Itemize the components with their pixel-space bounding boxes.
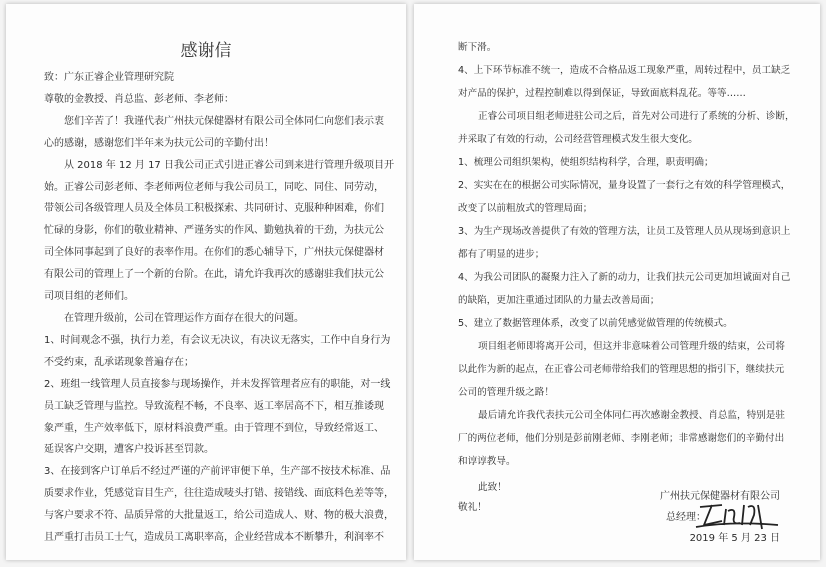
text-line: 您们辛苦了！我谨代表广州扶元保健器材有限公司全体同仁向您们表示衷 xyxy=(64,115,384,127)
text-line: 对产品的保护，过程控制难以得到保证，导致面底料乱花。等等…… xyxy=(458,88,746,99)
text-line: 1、时间观念不强，执行力差，有会议无决议，有决议无落实，工作中自身行为 xyxy=(44,334,391,346)
letter-page-right xyxy=(414,4,820,560)
company-name: 广州扶元保健器材有限公司 xyxy=(660,491,780,502)
text-line: 5、建立了数据管理体系，改变了以前凭感觉做管理的传统模式。 xyxy=(458,318,733,329)
text-line: 司全体同事起到了良好的表率作用。在你们的悉心辅导下，广州扶元保健器材 xyxy=(44,247,384,259)
text-line: 与客户要求不符、品质异常的大批量返工，给公司造成人、财、物的极大浪费， xyxy=(44,510,394,522)
text-line: 的缺陷，更加注重通过团队的力量去改善局面； xyxy=(458,295,660,306)
text-line: 改变了以前粗放式的管理局面； xyxy=(458,203,593,214)
text-line: 在管理升级前，公司在管理运作方面存在很大的问题。 xyxy=(64,312,304,324)
text-line: 延误客户交期，遭客户投诉甚至罚款。 xyxy=(44,444,214,456)
text-line: 断下滑。 xyxy=(458,42,497,53)
text-line: 以此作为新的起点，在正睿公司老师带给我们的管理思想的指引下，继续扶元 xyxy=(458,364,785,375)
text-line: 4、为我公司团队的凝聚力注入了新的动力，让我们扶元公司更加坦诚面对自己 xyxy=(458,272,791,283)
letter-body-left xyxy=(44,67,394,549)
text-line: 致：广东正睿企业管理研究院 xyxy=(44,72,174,83)
text-line: 3、为生产现场改善提供了有效的管理方法，让员工及管理人员从现场到意识上 xyxy=(458,226,791,237)
signature-block xyxy=(660,486,780,549)
text-line: 2、班组一线管理人员直接参与现场操作，并未发挥管理者应有的职能，对一线 xyxy=(44,378,391,390)
letter-page-left xyxy=(6,4,406,560)
text-line: 4、上下环节标准不统一，造成不合格品返工现象严重，周转过程中，员工缺乏 xyxy=(458,65,791,76)
text-line: 心的感谢，感谢您们半年来为扶元公司的辛勤付出！ xyxy=(44,137,274,149)
text-line: 都有了明显的进步； xyxy=(458,249,545,260)
text-line: 并采取了有效的行动，公司经营管理模式发生很大变化。 xyxy=(458,134,698,145)
text-line: 2、实实在在的根据公司实际情况，量身设置了一套行之有效的科学管理模式， xyxy=(458,180,791,191)
letter-date: 2019 年 5 月 23 日 xyxy=(689,533,780,544)
letter-title: 感谢信 xyxy=(180,41,232,61)
signer-row xyxy=(660,507,780,528)
text-line: 质要求作业，凭感觉盲目生产，往往造成唛头打错、接错线、面底料色差等等， xyxy=(44,488,394,500)
text-line: 员工缺乏管理与监控。导致流程不畅，不良率、返工率居高不下，相互推诿现 xyxy=(44,400,384,412)
closing-line-2: 敬礼！ xyxy=(458,502,487,513)
text-line: 项目组老师即将离开公司，但这并非意味着公司管理升级的结束，公司将 xyxy=(478,341,785,352)
letter-body-right xyxy=(458,36,803,473)
text-line: 尊敬的金教授、肖总监、彭老师、李老师： xyxy=(44,93,234,105)
text-line: 且严重打击员工士气，造成员工离职率高，企业经营成本不断攀升，利润率不 xyxy=(44,532,384,544)
text-line: 和谆谆教导。 xyxy=(458,456,516,467)
role-label: 总经理： xyxy=(666,512,706,523)
text-line: 司项目组的老师们。 xyxy=(44,291,134,303)
text-line: 公司的管理升级之路！ xyxy=(458,387,554,398)
text-line: 象严重，生产效率低下，原材料浪费严重。由于管理不到位，导致经常返工、 xyxy=(44,422,384,434)
handwritten-signature xyxy=(692,499,782,533)
text-line: 最后请允许我代表扶元公司全体同仁再次感谢金教授、肖总监，特别是驻 xyxy=(478,410,785,421)
text-line: 不受约束，乱承诺现象普遍存在； xyxy=(44,356,194,368)
text-line: 正睿公司项目组老师进驻公司之后，首先对公司进行了系统的分析、诊断， xyxy=(478,111,795,122)
text-line: 带领公司各级管理人员及全体员工积极探索、共同研讨、克服种种困难，你们 xyxy=(44,203,384,215)
text-line: 厂的两位老师，他们分别是彭前刚老师、李刚老师；非常感谢您们的辛勤付出 xyxy=(458,433,785,444)
text-line: 有限公司的管理上了一个新的台阶。在此，请允许我再次的感谢驻我们扶元公 xyxy=(44,269,384,281)
closing xyxy=(458,478,507,518)
text-line: 始。正睿公司彭老师、李老师两位老师与我公司员工，同吃、同住、同劳动， xyxy=(44,181,384,193)
text-line: 从 2018 年 12 月 17 日我公司正式引进正睿公司到来进行管理升级项目开 xyxy=(64,159,394,171)
text-line: 1、梳理公司组织架构，使组织结构科学，合理，职责明确； xyxy=(458,157,714,168)
text-line: 忙碌的身影，你们的敬业精神、严谨务实的作风、勤勉执着的干劲，为扶元公 xyxy=(44,225,384,237)
text-line: 3、在接到客户订单后不经过严谨的产前评审便下单，生产部不按技术标准、品 xyxy=(44,466,391,478)
closing-line-1: 此致！ xyxy=(478,482,507,493)
